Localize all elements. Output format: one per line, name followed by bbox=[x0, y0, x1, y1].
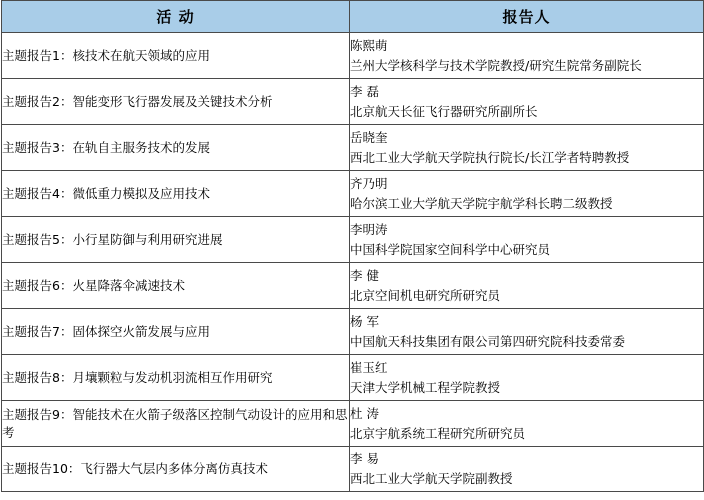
reporter-cell bbox=[350, 263, 704, 309]
reporter-title: 北京航天长征飞行器研究所副所长 bbox=[350, 103, 538, 119]
reporter-cell bbox=[350, 355, 704, 401]
reporter-name: 杨 军 bbox=[350, 313, 379, 329]
table-row bbox=[2, 125, 704, 171]
reporter-name: 岳晓奎 bbox=[350, 129, 388, 145]
activity-cell: 主题报告8：月壤颗粒与发动机羽流相互作用研究 bbox=[2, 355, 350, 401]
activity-cell: 主题报告2：智能变形飞行器发展及关键技术分析 bbox=[2, 79, 350, 125]
reporter-name: 齐乃明 bbox=[350, 175, 388, 191]
reporter-cell bbox=[350, 401, 704, 447]
reporter-cell bbox=[350, 125, 704, 171]
table-row bbox=[2, 79, 704, 125]
reporter-title: 北京空间机电研究所研究员 bbox=[350, 287, 501, 303]
activity-column-header: 活 动 bbox=[2, 1, 350, 33]
reporter-title: 西北工业大学航天学院副教授 bbox=[350, 471, 513, 486]
reporter-cell bbox=[350, 309, 704, 355]
activity-cell: 主题报告9：智能技术在火箭子级落区控制气动设计的应用和思考 bbox=[2, 401, 350, 447]
table-row bbox=[2, 263, 704, 309]
reporter-name: 李 健 bbox=[350, 267, 379, 283]
reporter-title: 中国航天科技集团有限公司第四研究院科技委常委 bbox=[350, 333, 626, 349]
reporter-name: 李 磊 bbox=[350, 83, 379, 99]
reporter-title: 中国科学院国家空间科学中心研究员 bbox=[350, 241, 551, 257]
reporter-name: 崔玉红 bbox=[350, 359, 388, 375]
reporter-name: 杜 涛 bbox=[350, 405, 379, 421]
reporter-cell bbox=[350, 447, 704, 492]
activity-cell: 主题报告7：固体探空火箭发展与应用 bbox=[2, 309, 350, 355]
activity-cell: 主题报告1：核技术在航天领域的应用 bbox=[2, 33, 350, 79]
report-schedule-table bbox=[1, 0, 704, 492]
reporter-title: 北京宇航系统工程研究所研究员 bbox=[350, 425, 526, 441]
header-row bbox=[2, 1, 704, 33]
reporter-name: 李 易 bbox=[350, 451, 379, 466]
reporter-title: 天津大学机械工程学院教授 bbox=[350, 379, 501, 395]
activity-cell: 主题报告4：微低重力模拟及应用技术 bbox=[2, 171, 350, 217]
reporter-cell bbox=[350, 217, 704, 263]
reporter-title: 西北工业大学航天学院执行院长/长江学者特聘教授 bbox=[350, 149, 630, 165]
reporter-name: 陈熙萌 bbox=[350, 37, 388, 53]
table-row bbox=[2, 309, 704, 355]
activity-cell: 主题报告3：在轨自主服务技术的发展 bbox=[2, 125, 350, 171]
reporter-column-header: 报告人 bbox=[350, 1, 704, 33]
reporter-title: 哈尔滨工业大学航天学院宇航学科长聘二级教授 bbox=[350, 195, 613, 211]
activity-cell: 主题报告10：飞行器大气层内多体分离仿真技术 bbox=[2, 447, 350, 492]
reporter-cell bbox=[350, 79, 704, 125]
reporter-title: 兰州大学核科学与技术学院教授/研究生院常务副院长 bbox=[350, 57, 642, 73]
reporter-name: 李明涛 bbox=[350, 221, 388, 237]
table-row bbox=[2, 171, 704, 217]
table-row bbox=[2, 217, 704, 263]
reporter-cell bbox=[350, 171, 704, 217]
activity-cell: 主题报告6：火星降落伞减速技术 bbox=[2, 263, 350, 309]
reporter-cell bbox=[350, 33, 704, 79]
table-row bbox=[2, 33, 704, 79]
activity-cell: 主题报告5：小行星防御与利用研究进展 bbox=[2, 217, 350, 263]
table-row bbox=[2, 447, 704, 492]
table-row bbox=[2, 401, 704, 447]
table-row bbox=[2, 355, 704, 401]
